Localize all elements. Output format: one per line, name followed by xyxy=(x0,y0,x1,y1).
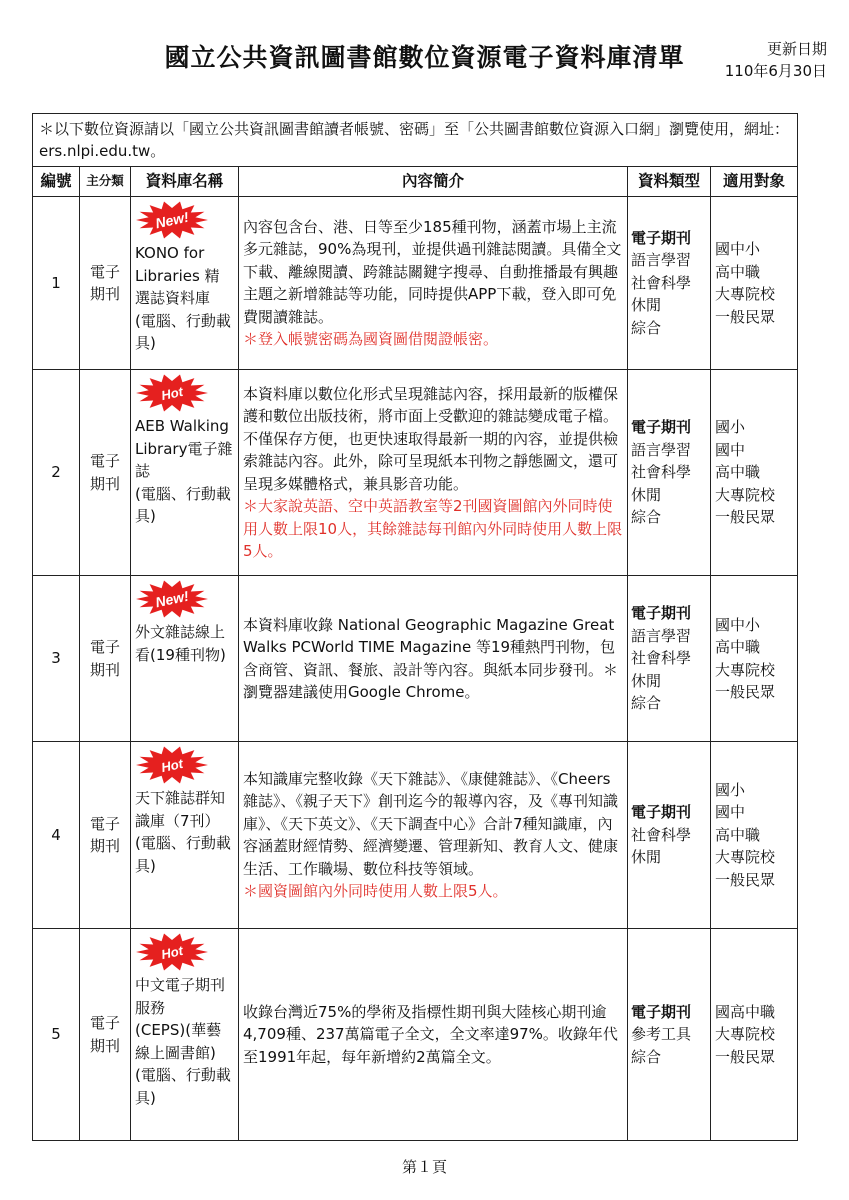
row-category: 電子期刊 xyxy=(80,370,131,576)
row-description-cell xyxy=(239,576,628,742)
row-database-name: 中文電子期刊服務 (CEPS)(華藝線上圖書館) (電腦、行動載具) xyxy=(135,976,231,1107)
audience-item: 一般民眾 xyxy=(715,870,776,889)
row-database-name: 天下雜誌群知識庫（7刊） (電腦、行動載具) xyxy=(135,789,231,875)
header-type: 資料類型 xyxy=(628,167,711,197)
type-item: 休閒 xyxy=(631,296,662,315)
hot-badge-icon xyxy=(135,745,209,785)
update-date: 110年6月30日 xyxy=(724,62,827,80)
page-number: 第１頁 xyxy=(401,1158,447,1176)
notice-text: ＊以下數位資源請以「國立公共資訊圖書館讀者帳號、密碼」至「公共圖書館數位資源入口網」瀏覽使用，網址：ers.nlpi.edu.tw。 xyxy=(33,114,798,167)
audience-item: 大專院校 xyxy=(715,485,776,504)
row-audience xyxy=(711,576,798,742)
row-database-name-cell xyxy=(131,197,239,370)
audience-item: 高中職 xyxy=(715,638,761,656)
row-database-name: 外文雜誌線上看(19種刊物) xyxy=(135,623,226,664)
notice-row xyxy=(33,114,798,167)
table-row xyxy=(33,576,798,742)
hot-badge-text: Hot xyxy=(159,383,185,404)
header-category: 主分類 xyxy=(80,167,131,197)
header-name: 資料庫名稱 xyxy=(131,167,239,197)
row-number: 5 xyxy=(33,929,80,1141)
audience-item: 大專院校 xyxy=(715,1025,776,1044)
row-audience xyxy=(711,197,798,370)
audience-item: 國中 xyxy=(715,440,746,459)
audience-item: 一般民眾 xyxy=(715,307,776,326)
type-item: 社會科學 xyxy=(631,463,692,482)
row-warning: ＊大家說英語、空中英語教室等2刊國資圖館內外同時使用人數上限10人，其餘雜誌每刊館內外同時使用人數上限5人。 xyxy=(243,497,623,560)
audience-item: 國中 xyxy=(715,803,746,822)
header-description: 內容簡介 xyxy=(239,167,628,197)
row-description: 本資料庫收錄 National Geographic Magazine Great Walks PCWorld TIME Magazine 等19種熱門刊物，包含商管、資訊、餐旅、設計等內容。與紙本同步發刊。＊瀏覽器建議使用Google Chrome。 xyxy=(243,615,619,701)
table-row xyxy=(33,742,798,929)
type-item: 休閒 xyxy=(631,671,662,690)
update-label: 更新日期 xyxy=(766,40,827,58)
row-audience xyxy=(711,742,798,929)
hot-badge-text: Hot xyxy=(159,755,185,776)
audience-item: 高中職 xyxy=(715,463,761,482)
row-audience xyxy=(711,929,798,1141)
audience-item: 大專院校 xyxy=(715,848,776,867)
table-row xyxy=(33,370,798,576)
type-item: 電子期刊 xyxy=(631,418,692,437)
row-description: 內容包含台、港、日等至少185種刊物，涵蓋市場上主流多元雜誌，90%為現刊，並提供過刊雜誌閱讀。具備全文下載、離線閱讀、跨雜誌關鍵字搜尋、自動推播最有興趣主題之新增雜誌等功能，同時提供APP下載，登入即可免費閱讀雜誌。 xyxy=(243,217,622,326)
type-item: 綜合 xyxy=(631,1047,662,1066)
row-number: 1 xyxy=(33,197,80,370)
hot-badge-text: Hot xyxy=(159,942,185,963)
type-item: 參考工具 xyxy=(631,1025,692,1044)
type-item: 休閒 xyxy=(631,848,662,867)
row-description-cell xyxy=(239,197,628,370)
audience-item: 國高中職 xyxy=(715,1002,776,1021)
row-description: 本資料庫以數位化形式呈現雜誌內容，採用最新的版權保護和數位出版技術，將市面上受歡迎的雜誌變成電子檔。不僅保存方便，也更快速取得最新一期的內容，並提供檢索雜誌內容。此外，除可呈現紙本刊物之靜態圖文，還可呈現多媒體格式，兼具影音功能。 xyxy=(243,384,619,493)
row-types xyxy=(628,370,711,576)
type-item: 綜合 xyxy=(631,508,662,527)
header-row xyxy=(33,167,798,197)
row-description: 收錄台灣近75%的學術及指標性期刊與大陸核心期刊逾4,709種、237萬篇電子全文，全文率達97%。收錄年代至1991年起，每年新增約2萬篇全文。 xyxy=(243,1002,618,1066)
new-badge-text: New! xyxy=(153,208,191,232)
audience-item: 高中職 xyxy=(715,825,761,844)
row-description-cell xyxy=(239,929,628,1141)
row-types xyxy=(628,742,711,929)
row-audience xyxy=(711,370,798,576)
header-audience: 適用對象 xyxy=(711,167,798,197)
type-item: 社會科學 xyxy=(631,649,692,668)
audience-item: 一般民眾 xyxy=(715,1047,776,1066)
row-types xyxy=(628,576,711,742)
row-database-name-cell xyxy=(131,742,239,929)
type-item: 電子期刊 xyxy=(631,803,692,822)
row-category: 電子期刊 xyxy=(80,197,131,370)
row-description-cell xyxy=(239,742,628,929)
row-category: 電子期刊 xyxy=(80,576,131,742)
type-item: 語言學習 xyxy=(631,251,692,270)
row-database-name-cell xyxy=(131,370,239,576)
type-item: 電子期刊 xyxy=(631,1002,692,1021)
row-database-name-cell xyxy=(131,929,239,1141)
row-number: 2 xyxy=(33,370,80,576)
type-item: 語言學習 xyxy=(631,440,692,459)
type-item: 休閒 xyxy=(631,485,662,504)
audience-item: 國中小 xyxy=(715,615,761,634)
audience-item: 一般民眾 xyxy=(715,508,776,527)
page-title: 國立公共資訊圖書館數位資源電子資料庫清單 xyxy=(164,43,685,72)
audience-item: 國小 xyxy=(715,418,746,437)
row-warning: ＊登入帳號密碼為國資圖借閱證帳密。 xyxy=(243,330,499,348)
type-item: 電子期刊 xyxy=(631,228,692,247)
new-badge-icon xyxy=(135,579,209,619)
update-info xyxy=(725,38,827,82)
row-database-name: AEB Walking Library電子雜誌 (電腦、行動載具) xyxy=(135,417,233,525)
row-types xyxy=(628,197,711,370)
row-database-name: KONO for Libraries 精選誌資料庫 (電腦、行動載具) xyxy=(135,244,231,352)
type-item: 綜合 xyxy=(631,318,662,337)
type-item: 社會科學 xyxy=(631,273,692,292)
table-row xyxy=(33,929,798,1141)
new-badge-text: New! xyxy=(153,587,191,611)
audience-item: 大專院校 xyxy=(715,285,776,303)
row-description-cell xyxy=(239,370,628,576)
row-category: 電子期刊 xyxy=(80,929,131,1141)
row-number: 3 xyxy=(33,576,80,742)
audience-item: 高中職 xyxy=(715,262,761,281)
hot-badge-icon xyxy=(135,373,209,413)
row-types xyxy=(628,929,711,1141)
header-no: 編號 xyxy=(33,167,80,197)
type-item: 社會科學 xyxy=(631,825,692,844)
audience-item: 國中小 xyxy=(715,240,761,258)
type-item: 語言學習 xyxy=(631,626,692,645)
audience-item: 一般民眾 xyxy=(715,683,776,701)
row-database-name-cell xyxy=(131,576,239,742)
row-description: 本知識庫完整收錄《天下雜誌》、《康健雜誌》、《Cheers雜誌》、《親子天下》創刊迄今的報導內容，及《專刊知識庫》、《天下英文》、《天下調查中心》合計7種知識庫，內容涵蓋財經情勢、經濟變遷、管理新知、教育人文、健康生活、工作職場、數位科技等領域。 xyxy=(243,769,619,878)
table-row xyxy=(33,197,798,370)
row-category: 電子期刊 xyxy=(80,742,131,929)
audience-item: 大專院校 xyxy=(715,660,776,679)
audience-item: 國小 xyxy=(715,780,746,799)
type-item: 綜合 xyxy=(631,694,662,713)
new-badge-icon xyxy=(135,200,209,240)
row-warning: ＊國資圖館內外同時使用人數上限5人。 xyxy=(243,882,508,900)
database-table xyxy=(32,113,798,1141)
type-item: 電子期刊 xyxy=(631,604,692,623)
hot-badge-icon xyxy=(135,932,209,972)
row-number: 4 xyxy=(33,742,80,929)
